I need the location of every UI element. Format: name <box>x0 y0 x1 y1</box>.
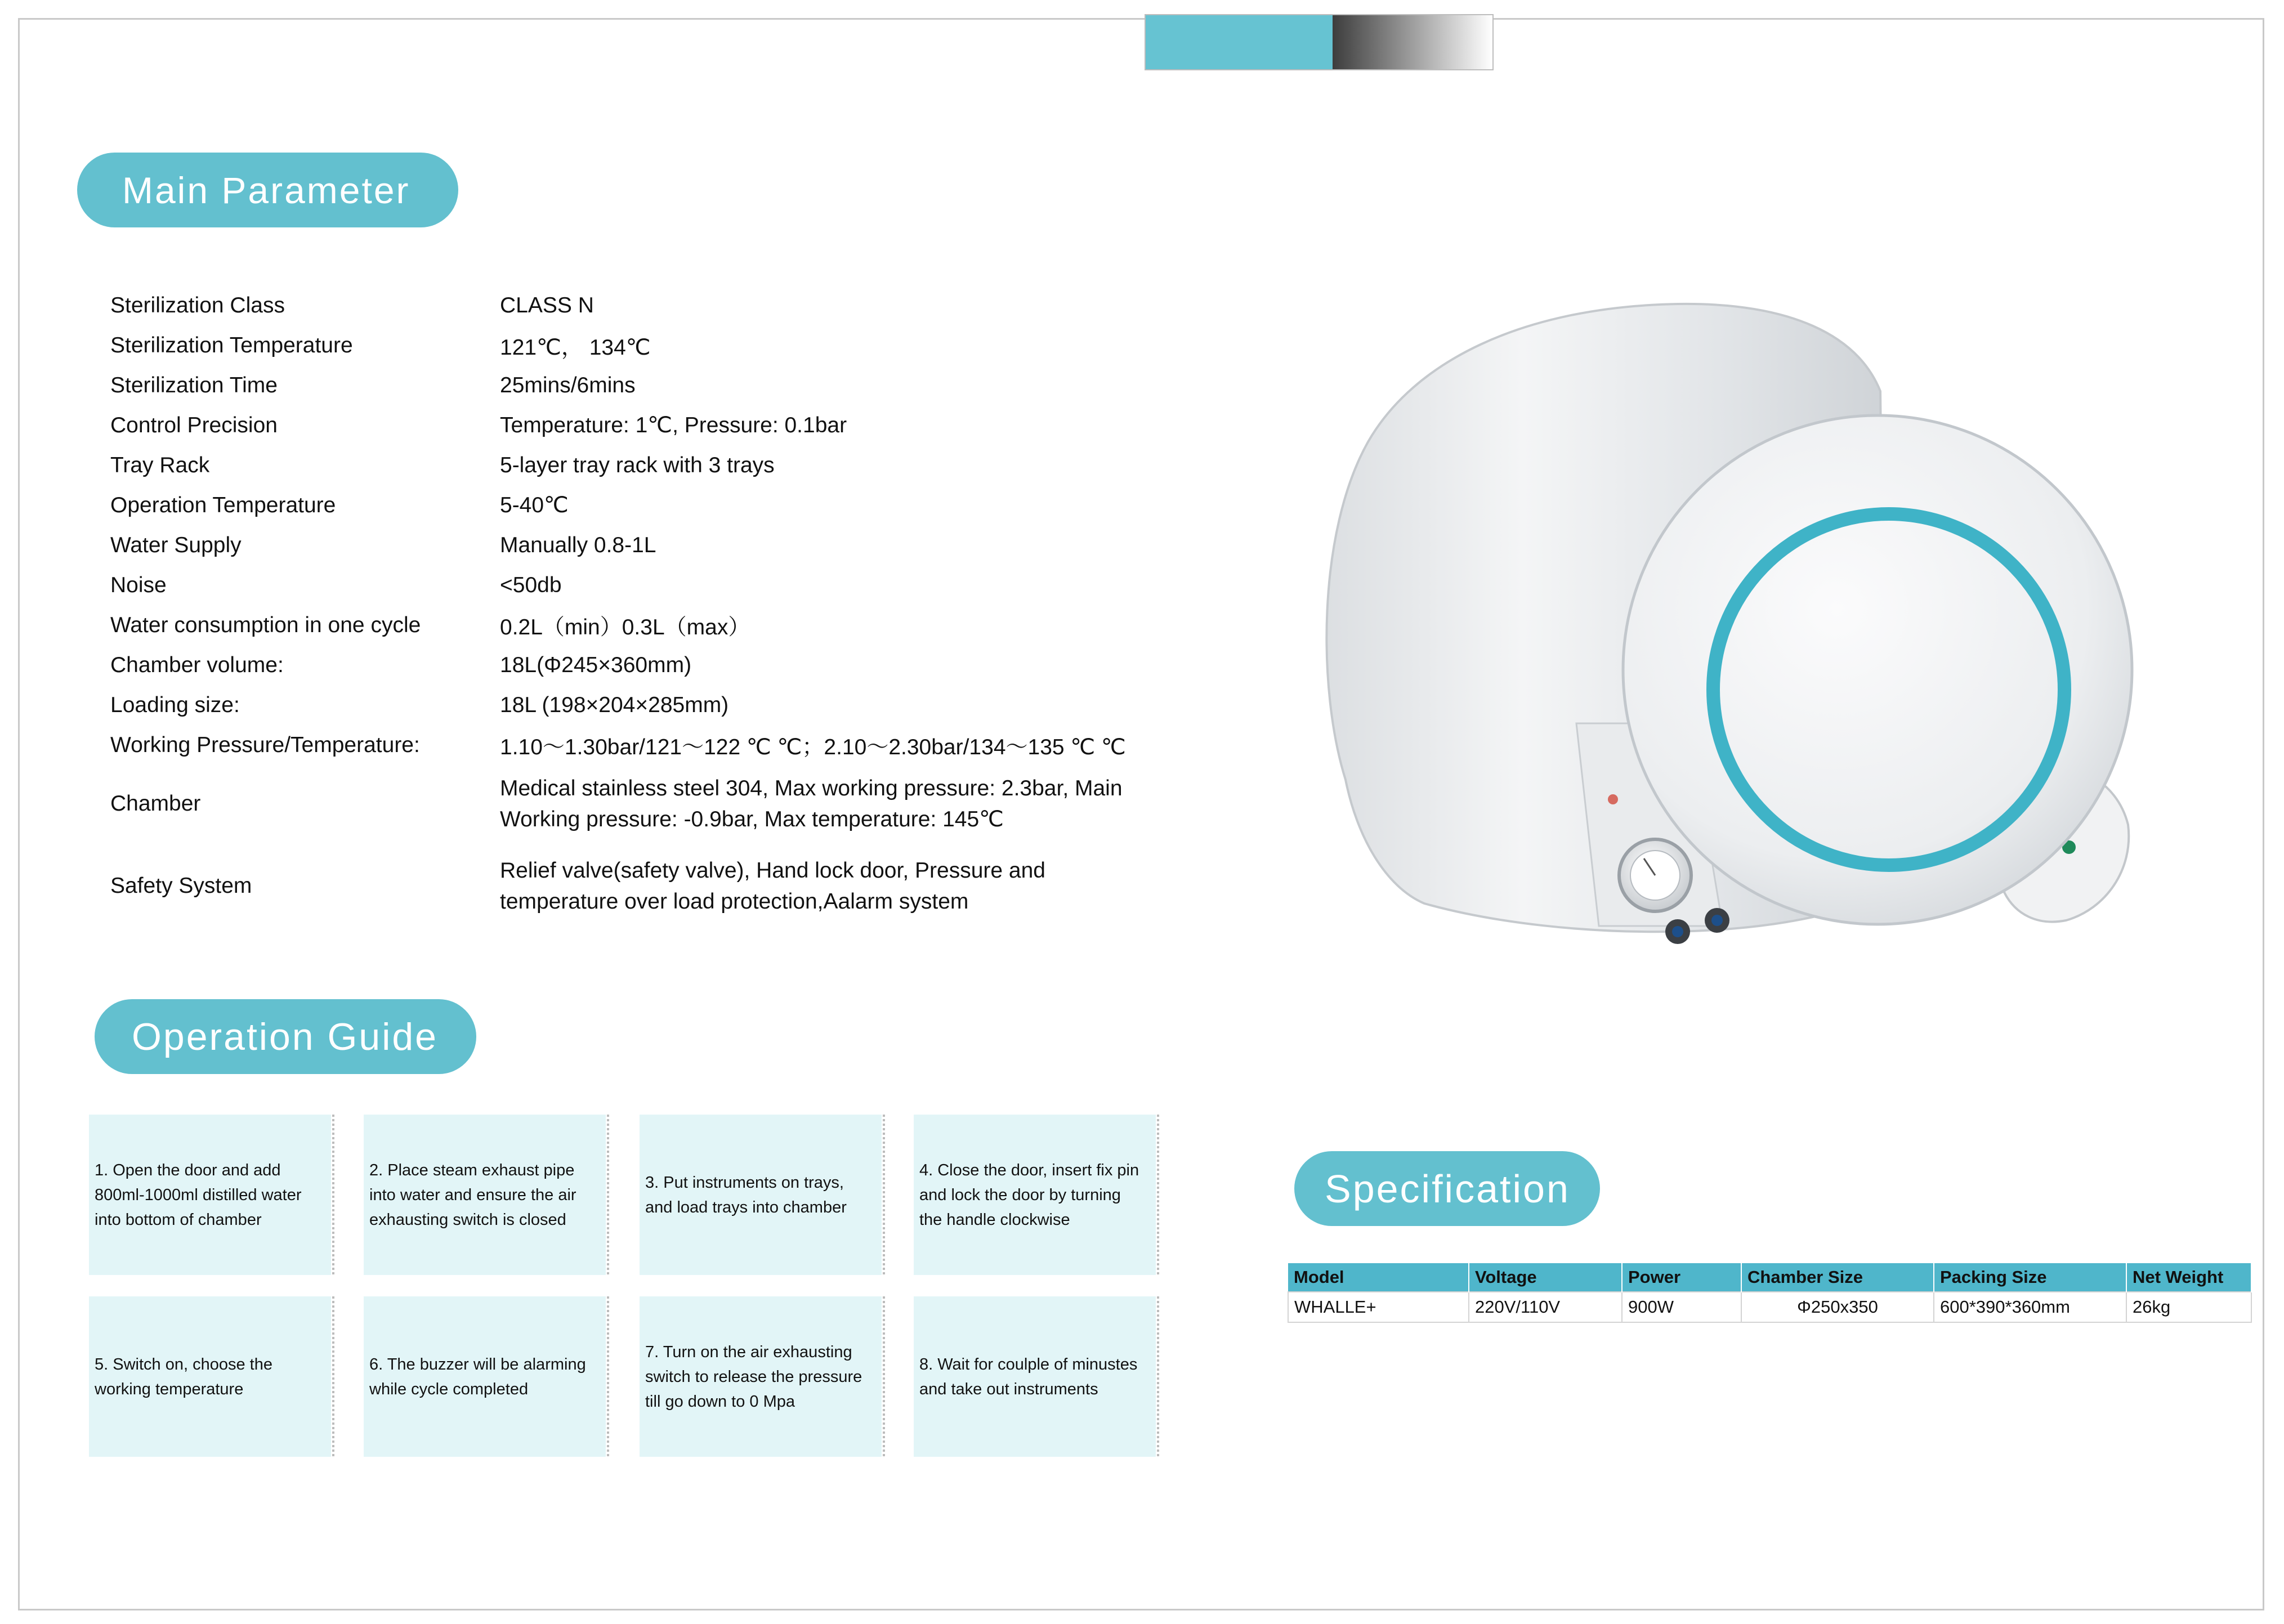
spec-cell: WHALLE+ <box>1288 1292 1469 1322</box>
parameter-row <box>110 725 1180 765</box>
header-teal-block <box>1146 15 1333 69</box>
parameter-value: 0.2L（min）0.3L（max） <box>500 615 750 639</box>
spec-cell: 220V/110V <box>1469 1292 1622 1322</box>
parameter-value: 5-layer tray rack with 3 trays <box>500 453 775 477</box>
parameter-row <box>110 605 1180 645</box>
card-divider <box>883 1115 885 1275</box>
parameter-value: <50db <box>500 572 562 597</box>
operation-guide-heading: Operation Guide <box>95 999 476 1074</box>
parameter-row <box>110 773 1180 835</box>
parameter-row <box>110 445 1180 485</box>
autoclave-product-image <box>1284 296 2139 971</box>
guide-step-text: 8. Wait for coulple of minustes and take out instruments <box>919 1355 1138 1398</box>
parameter-value: 121℃， 134℃ <box>500 335 651 360</box>
parameter-value: Manually 0.8-1L <box>500 533 656 557</box>
parameter-label: Working Pressure/Temperature: <box>110 732 420 757</box>
card-divider <box>332 1115 334 1275</box>
guide-step-text: 2. Place steam exhaust pipe into water and ensure the air exhausting switch is closed <box>369 1161 576 1229</box>
parameter-value: Temperature: 1℃, Pressure: 0.1bar <box>500 413 847 437</box>
parameter-value-line: Working pressure: -0.9bar, Max temperature: 145℃ <box>500 807 1004 831</box>
guide-step-card <box>640 1115 882 1275</box>
spec-header-cell: Voltage <box>1469 1263 1622 1292</box>
header-color-tab <box>1145 14 1494 70</box>
header-gradient-block <box>1333 15 1492 69</box>
guide-step-card <box>89 1115 331 1275</box>
status-led-icon <box>1608 794 1618 804</box>
parameter-value-line: Medical stainless steel 304, Max working pressure: 2.3bar, Main <box>500 776 1123 800</box>
parameter-label: Chamber volume: <box>110 652 284 677</box>
guide-step-card <box>364 1115 606 1275</box>
parameter-label: Chamber <box>110 791 201 816</box>
parameter-value: 1.10～1.30bar/121～122 ℃ ℃；2.10～2.30bar/134～135 ℃ ℃ <box>500 735 1126 759</box>
parameter-value: CLASS N <box>500 293 594 317</box>
guide-step-text: 1. Open the door and add 800ml-1000ml distilled water into bottom of chamber <box>95 1161 302 1229</box>
parameter-value <box>500 855 1180 917</box>
parameter-value: 18L (198×204×285mm) <box>500 692 729 717</box>
parameter-row <box>110 685 1180 725</box>
main-parameter-heading: Main Parameter <box>77 153 458 227</box>
parameter-label: Tray Rack <box>110 453 210 477</box>
parameter-row <box>110 405 1180 445</box>
guide-step-card <box>914 1296 1156 1457</box>
spec-cell: 26kg <box>2126 1292 2251 1322</box>
specification-table <box>1288 1263 2252 1323</box>
guide-step-card <box>89 1296 331 1457</box>
parameter-label: Sterilization Class <box>110 293 285 317</box>
guide-step-text: 3. Put instruments on trays, and load trays into chamber <box>645 1173 847 1216</box>
spec-header-cell: Chamber Size <box>1741 1263 1934 1292</box>
spec-header-cell: Model <box>1288 1263 1469 1292</box>
parameter-label: Loading size: <box>110 692 240 717</box>
parameter-row <box>110 855 1180 917</box>
parameter-row <box>110 525 1180 565</box>
parameter-row <box>110 365 1180 405</box>
parameter-value: 18L(Φ245×360mm) <box>500 652 692 677</box>
parameter-value-line: Relief valve(safety valve), Hand lock door, Pressure and <box>500 858 1045 883</box>
parameter-row <box>110 565 1180 605</box>
specification-heading: Specification <box>1294 1151 1600 1226</box>
parameter-label: Control Precision <box>110 413 278 437</box>
card-divider <box>607 1296 609 1457</box>
card-divider <box>1157 1115 1159 1275</box>
parameter-value: 5-40℃ <box>500 493 569 517</box>
card-divider <box>607 1115 609 1275</box>
parameter-label: Sterilization Temperature <box>110 333 353 357</box>
parameter-row <box>110 485 1180 525</box>
parameter-label: Sterilization Time <box>110 373 278 397</box>
parameter-label: Operation Temperature <box>110 493 336 517</box>
parameter-label: Water Supply <box>110 533 242 557</box>
parameter-row <box>110 285 1180 325</box>
parameter-value <box>500 773 1180 835</box>
spec-cell: 600*390*360mm <box>1934 1292 2126 1322</box>
card-divider <box>1157 1296 1159 1457</box>
parameter-label: Water consumption in one cycle <box>110 612 421 637</box>
guide-step-text: 5. Switch on, choose the working temperature <box>95 1355 272 1398</box>
autoclave-door <box>1623 415 2132 924</box>
spec-header-row <box>1288 1263 2251 1292</box>
parameter-row <box>110 645 1180 685</box>
guide-step-card <box>914 1115 1156 1275</box>
table-row <box>1288 1292 2251 1322</box>
guide-step-text: 6. The buzzer will be alarming while cycle completed <box>369 1355 586 1398</box>
parameter-list <box>110 285 1180 917</box>
spec-header-cell: Power <box>1622 1263 1741 1292</box>
guide-step-card <box>640 1296 882 1457</box>
parameter-label: Safety System <box>110 874 252 898</box>
guide-step-card <box>364 1296 606 1457</box>
parameter-label: Noise <box>110 572 167 597</box>
guide-step-text: 7. Turn on the air exhausting switch to release the pressure till go down to 0 Mpa <box>645 1343 862 1411</box>
parameter-value-line: temperature over load protection,Aalarm system <box>500 889 969 914</box>
parameter-row <box>110 325 1180 365</box>
spec-cell: Φ250x350 <box>1741 1292 1934 1322</box>
spec-header-cell: Packing Size <box>1934 1263 2126 1292</box>
card-divider <box>332 1296 334 1457</box>
card-divider <box>883 1296 885 1457</box>
parameter-value: 25mins/6mins <box>500 373 636 397</box>
spec-cell: 900W <box>1622 1292 1741 1322</box>
guide-step-text: 4. Close the door, insert fix pin and lock the door by turning the handle clockwise <box>919 1161 1139 1229</box>
spec-header-cell: Net Weight <box>2126 1263 2251 1292</box>
